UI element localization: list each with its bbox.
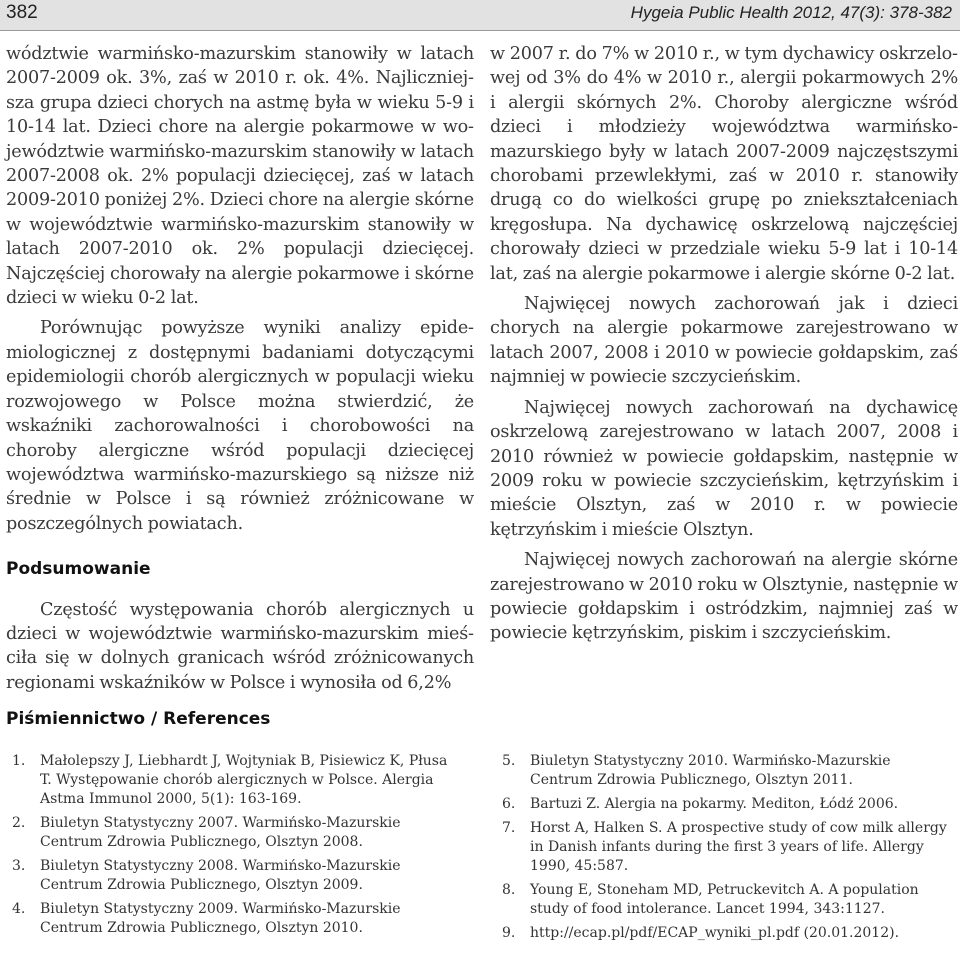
reference-item (12, 900, 462, 938)
reference-text: Biuletyn Statystyczny 2009. Warmińsko-Mazurskie Centrum Zdrowia Publicznego, Olsztyn 2010. (40, 901, 401, 936)
paragraph: Porównując powyższe wyniki analizy epidemiologicznej z dostępnymi badaniami dotyczącymi epidemiologii chorób alergicznych w populacji wieku rozwojowego w Polsce można stwierdzić, że wskaźniki zachorowalności i chorobowości na choroby alergiczne wśród populacji dziecięcej województwa warmińsko-mazurskiego są niższe niż średnie w Polsce i są również zróżnicowane w poszczególnych powiatach. (6, 318, 474, 534)
reference-item (502, 924, 952, 943)
paragraph: Częstość występowania chorób alergicznych u dzieci w województwie warmińsko-mazurskim mieściła się w dolnych granicach wśród zróżnicowanych regionami wskaźników w Polsce i wynosiła od 6,2% (6, 599, 474, 693)
reference-text: Horst A, Halken S. A prospective study of cow milk allergy in Danish infants during the first 3 years of life. Allergy 1990, 45:587. (530, 820, 947, 874)
reference-number: 5. (502, 753, 516, 769)
paragraph: Najwięcej nowych zachorowań na alergie skórne zarejestrowano w 2010 roku w Olsztynie, następnie w powiecie gołdapskim i ostródzkim, najmniej zaś w powiecie kętrzyńskim, piskim i szczycieńskim. (490, 550, 959, 644)
reference-text: Bartuzi Z. Alergia na pokarmy. Mediton, Łódź 2006. (530, 796, 899, 812)
reference-item (502, 752, 952, 790)
reference-item (12, 857, 462, 895)
reference-number: 8. (502, 882, 516, 898)
reference-item (12, 752, 462, 809)
left-column (6, 42, 474, 695)
reference-item (502, 795, 952, 814)
paragraph: Najwięcej nowych zachorowań na dychawicę oskrzelową zarejestrowano w latach 2007, 2008 i 2010 również w powiecie gołdapskim, następnie w 2009 roku w powiecie szczycieńskim, kętrzyńskim i mieście Olsztyn, zaś w 2010 r. w powiecie kętrzyńskim i mieście Olsztyn. (490, 397, 958, 540)
reference-number: 7. (502, 820, 516, 836)
reference-number: 6. (502, 796, 516, 812)
right-column (490, 42, 958, 646)
reference-text: Young E, Stoneham MD, Petruckevitch A. A population study of food intolerance. Lancet 1994, 343:1127. (530, 882, 919, 917)
reference-text: http://ecap.pl/pdf/ECAP_wyniki_pl.pdf (20.01.2012). (530, 925, 900, 941)
reference-number: 2. (12, 815, 26, 831)
section-title: Podsumowanie (6, 559, 151, 580)
reference-number: 4. (12, 901, 26, 917)
reference-number: 1. (12, 753, 26, 769)
reference-text: Biuletyn Statystyczny 2010. Warmińsko-Mazurskie Centrum Zdrowia Publicznego, Olsztyn 2011. (530, 753, 891, 788)
reference-item (502, 881, 952, 919)
reference-text: Biuletyn Statystyczny 2007. Warmińsko-Mazurskie Centrum Zdrowia Publicznego, Olsztyn 2008. (40, 815, 401, 850)
paragraph: Najwięcej nowych zachorowań jak i dzieci chorych na alergie pokarmowe zarejestrowano w latach 2007, 2008 i 2010 w powiecie gołdapskim, zaś najmniej w powiecie szczycieńskim. (490, 294, 958, 388)
reference-text: Biuletyn Statystyczny 2008. Warmińsko-Mazurskie Centrum Zdrowia Publicznego, Olsztyn 2009. (40, 858, 401, 893)
reference-list-left (12, 752, 462, 943)
references-title: Piśmiennictwo / References (6, 709, 271, 729)
page-header (0, 0, 960, 31)
reference-text: Małolepszy J, Liebhardt J, Wojtyniak B, Pisiewicz K, Płusa T. Występowanie chorób alergicznych w Polsce. Alergia Astma Immunol 2000, 5(1): 163-169. (40, 753, 448, 807)
page-number: 382 (6, 2, 38, 23)
reference-number: 3. (12, 858, 26, 874)
reference-list-right (502, 752, 952, 948)
paragraph: wództwie warmińsko-mazurskim stanowiły w latach 2007-2009 ok. 3%, zaś w 2010 r. ok. 4%. Najliczniejsza grupa dzieci chorych na astmę była w wieku 5-9 i 10-14 lat. Dzieci chore na alergie pokarmowe w województwie warmińsko-mazurskim stanowiły w latach 2007-2008 ok. 2% populacji dziecięcej, zaś w latach 2009-2010 poniżej 2%. Dzieci chore na alergie skórne w województwie warmińsko-mazurskim stanowiły w latach 2007-2010 ok. 2% populacji dziecięcej. Najczęściej chorowały na alergie pokarmowe i skórne dzieci w wieku 0-2 lat. (6, 44, 474, 309)
journal-citation: Hygeia Public Health 2012, 47(3): 378-382 (630, 3, 952, 22)
reference-item (502, 819, 952, 876)
reference-number: 9. (502, 925, 516, 941)
paragraph: w 2007 r. do 7% w 2010 r., w tym dychawicy oskrzelowej od 3% do 4% w 2010 r., alergii pokarmowych 2% i alergii skórnych 2%. Choroby alergiczne wśród dzieci i młodzieży województwa warmińsko-mazurskiego były w latach 2007-2009 najczęstszymi chorobami przewlekłymi, zaś w 2010 r. stanowiły drugą co do wielkości grupę po zniekształceniach kręgosłupa. Na dychawicę oskrzelową najczęściej chorowały dzieci w przedziale wieku 5-9 lat i 10-14 lat, zaś na alergie pokarmowe i alergie skórne 0-2 lat. (490, 44, 958, 284)
reference-item (12, 814, 462, 852)
